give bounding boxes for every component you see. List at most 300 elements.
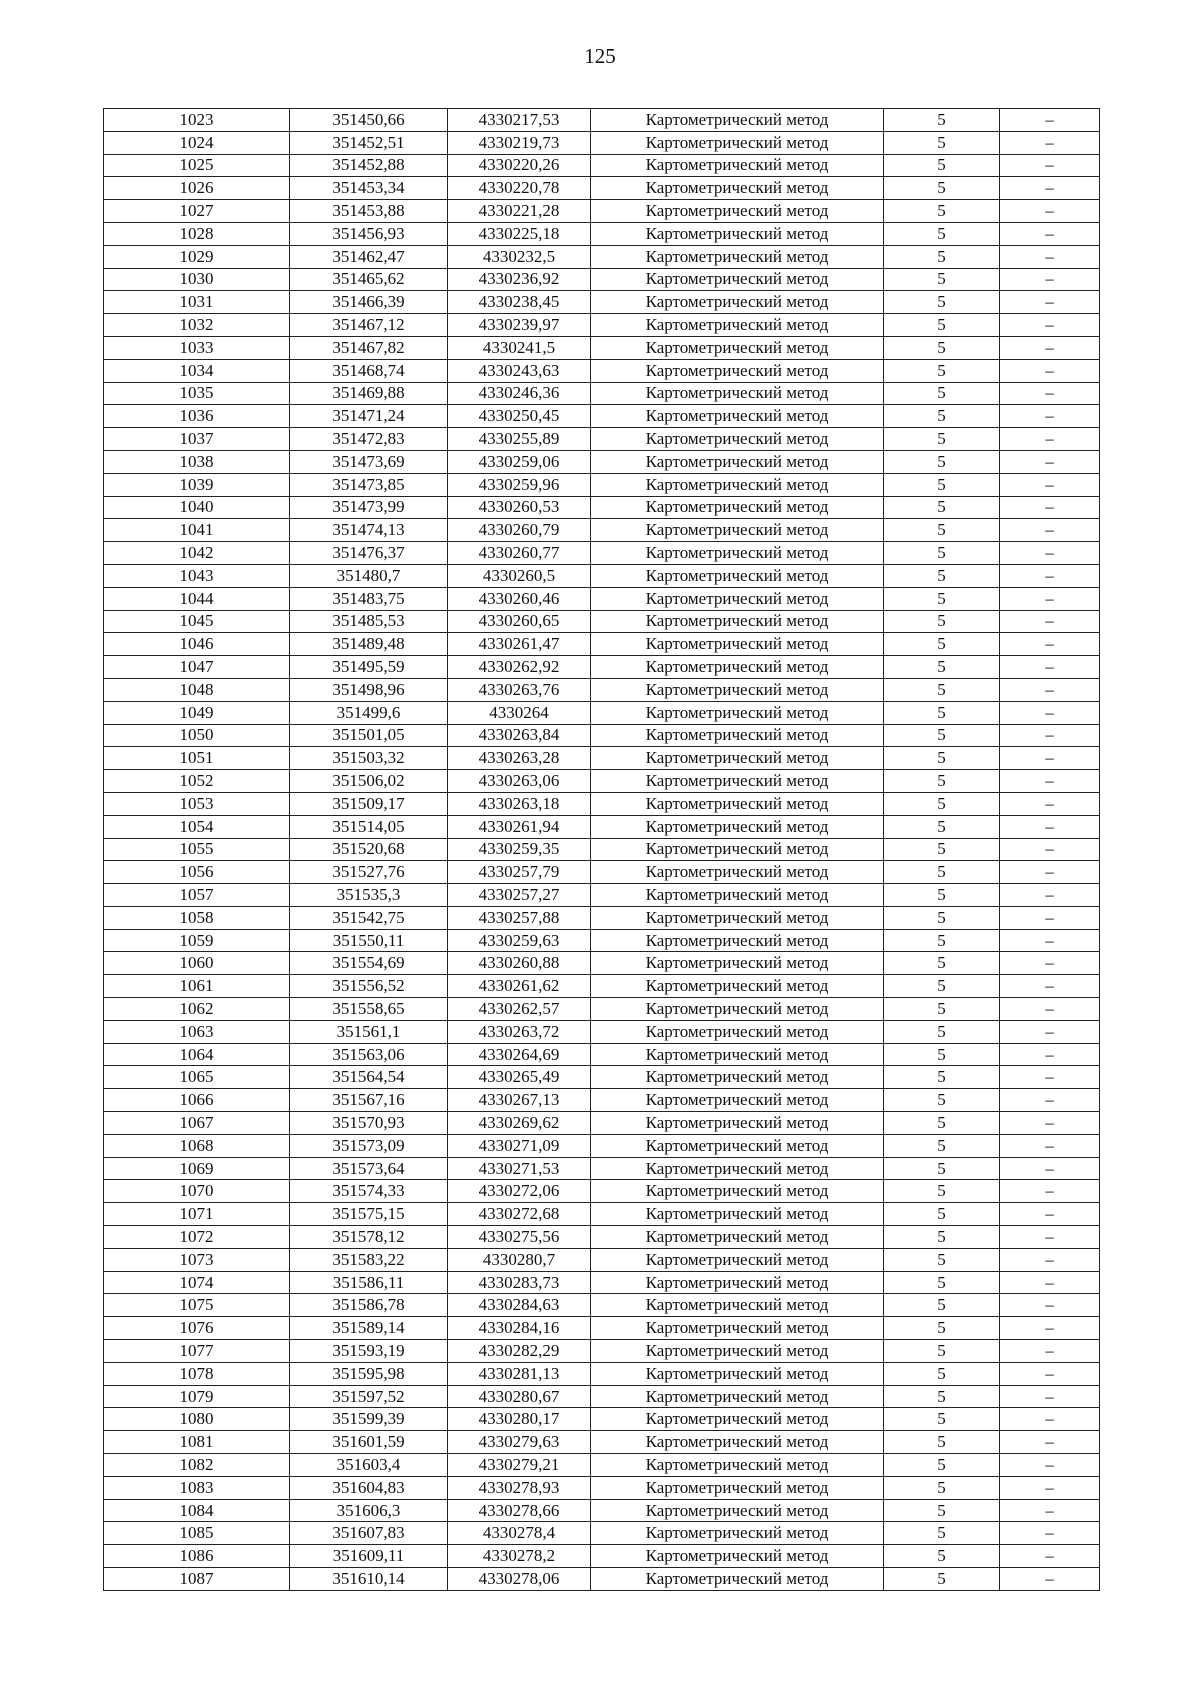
accuracy-cell: 5 [884,1408,1000,1431]
accuracy-cell: 5 [884,1385,1000,1408]
accuracy-cell: 5 [884,1294,1000,1317]
point-number-cell: 1028 [104,222,290,245]
description-cell: – [1000,656,1100,679]
accuracy-cell: 5 [884,200,1000,223]
point-number-cell: 1050 [104,724,290,747]
x-coordinate-cell: 351453,34 [290,177,448,200]
description-cell: – [1000,1112,1100,1135]
table-row [104,1522,1100,1545]
table-row [104,1317,1100,1340]
y-coordinate-cell: 4330278,93 [448,1476,591,1499]
y-coordinate-cell: 4330261,94 [448,815,591,838]
y-coordinate-cell: 4330260,46 [448,587,591,610]
point-number-cell: 1042 [104,542,290,565]
description-cell: – [1000,314,1100,337]
x-coordinate-cell: 351499,6 [290,701,448,724]
accuracy-cell: 5 [884,336,1000,359]
description-cell: – [1000,291,1100,314]
description-cell: – [1000,906,1100,929]
method-cell: Картометрический метод [591,336,884,359]
description-cell: – [1000,1454,1100,1477]
y-coordinate-cell: 4330262,92 [448,656,591,679]
accuracy-cell: 5 [884,542,1000,565]
x-coordinate-cell: 351471,24 [290,405,448,428]
description-cell: – [1000,610,1100,633]
accuracy-cell: 5 [884,291,1000,314]
method-cell: Картометрический метод [591,1568,884,1591]
point-number-cell: 1032 [104,314,290,337]
method-cell: Картометрический метод [591,405,884,428]
x-coordinate-cell: 351476,37 [290,542,448,565]
table-row [104,519,1100,542]
point-number-cell: 1047 [104,656,290,679]
description-cell: – [1000,428,1100,451]
description-cell: – [1000,336,1100,359]
x-coordinate-cell: 351599,39 [290,1408,448,1431]
table-row [104,1134,1100,1157]
x-coordinate-cell: 351509,17 [290,792,448,815]
table-row [104,1089,1100,1112]
point-number-cell: 1060 [104,952,290,975]
table-row [104,1020,1100,1043]
y-coordinate-cell: 4330263,76 [448,678,591,701]
table-row [104,906,1100,929]
y-coordinate-cell: 4330281,13 [448,1362,591,1385]
description-cell: – [1000,1340,1100,1363]
method-cell: Картометрический метод [591,792,884,815]
table-row [104,656,1100,679]
point-number-cell: 1066 [104,1089,290,1112]
description-cell: – [1000,1499,1100,1522]
accuracy-cell: 5 [884,792,1000,815]
method-cell: Картометрический метод [591,1203,884,1226]
method-cell: Картометрический метод [591,1476,884,1499]
table-row [104,428,1100,451]
description-cell: – [1000,1157,1100,1180]
table-row [104,1385,1100,1408]
y-coordinate-cell: 4330269,62 [448,1112,591,1135]
x-coordinate-cell: 351573,64 [290,1157,448,1180]
method-cell: Картометрический метод [591,929,884,952]
method-cell: Картометрический метод [591,1454,884,1477]
description-cell: – [1000,633,1100,656]
y-coordinate-cell: 4330278,66 [448,1499,591,1522]
accuracy-cell: 5 [884,747,1000,770]
description-cell: – [1000,245,1100,268]
x-coordinate-cell: 351603,4 [290,1454,448,1477]
point-number-cell: 1075 [104,1294,290,1317]
x-coordinate-cell: 351506,02 [290,770,448,793]
method-cell: Картометрический метод [591,770,884,793]
point-number-cell: 1072 [104,1226,290,1249]
point-number-cell: 1030 [104,268,290,291]
point-number-cell: 1062 [104,998,290,1021]
x-coordinate-cell: 351567,16 [290,1089,448,1112]
y-coordinate-cell: 4330263,84 [448,724,591,747]
y-coordinate-cell: 4330232,5 [448,245,591,268]
point-number-cell: 1080 [104,1408,290,1431]
description-cell: – [1000,838,1100,861]
y-coordinate-cell: 4330262,57 [448,998,591,1021]
accuracy-cell: 5 [884,496,1000,519]
table-row [104,405,1100,428]
method-cell: Картометрический метод [591,747,884,770]
x-coordinate-cell: 351503,32 [290,747,448,770]
y-coordinate-cell: 4330284,63 [448,1294,591,1317]
y-coordinate-cell: 4330278,4 [448,1522,591,1545]
y-coordinate-cell: 4330260,65 [448,610,591,633]
table-row [104,884,1100,907]
y-coordinate-cell: 4330243,63 [448,359,591,382]
y-coordinate-cell: 4330236,92 [448,268,591,291]
accuracy-cell: 5 [884,1157,1000,1180]
description-cell: – [1000,405,1100,428]
accuracy-cell: 5 [884,1271,1000,1294]
point-number-cell: 1046 [104,633,290,656]
table-row [104,952,1100,975]
x-coordinate-cell: 351564,54 [290,1066,448,1089]
accuracy-cell: 5 [884,109,1000,132]
point-number-cell: 1052 [104,770,290,793]
y-coordinate-cell: 4330275,56 [448,1226,591,1249]
x-coordinate-cell: 351609,11 [290,1545,448,1568]
accuracy-cell: 5 [884,222,1000,245]
method-cell: Картометрический метод [591,1294,884,1317]
y-coordinate-cell: 4330283,73 [448,1271,591,1294]
point-number-cell: 1083 [104,1476,290,1499]
description-cell: – [1000,1545,1100,1568]
y-coordinate-cell: 4330255,89 [448,428,591,451]
method-cell: Картометрический метод [591,1043,884,1066]
x-coordinate-cell: 351472,83 [290,428,448,451]
x-coordinate-cell: 351483,75 [290,587,448,610]
description-cell: – [1000,222,1100,245]
x-coordinate-cell: 351473,99 [290,496,448,519]
y-coordinate-cell: 4330260,88 [448,952,591,975]
method-cell: Картометрический метод [591,1066,884,1089]
y-coordinate-cell: 4330271,53 [448,1157,591,1180]
table-row [104,1476,1100,1499]
y-coordinate-cell: 4330282,29 [448,1340,591,1363]
table-row [104,610,1100,633]
x-coordinate-cell: 351558,65 [290,998,448,1021]
point-number-cell: 1082 [104,1454,290,1477]
description-cell: – [1000,1180,1100,1203]
table-row [104,382,1100,405]
table-row [104,1454,1100,1477]
y-coordinate-cell: 4330260,79 [448,519,591,542]
accuracy-cell: 5 [884,952,1000,975]
accuracy-cell: 5 [884,1522,1000,1545]
point-number-cell: 1076 [104,1317,290,1340]
table-row [104,724,1100,747]
x-coordinate-cell: 351570,93 [290,1112,448,1135]
method-cell: Картометрический метод [591,382,884,405]
method-cell: Картометрический метод [591,998,884,1021]
y-coordinate-cell: 4330263,06 [448,770,591,793]
point-number-cell: 1025 [104,154,290,177]
y-coordinate-cell: 4330264,69 [448,1043,591,1066]
table-row [104,1545,1100,1568]
y-coordinate-cell: 4330260,53 [448,496,591,519]
accuracy-cell: 5 [884,519,1000,542]
description-cell: – [1000,587,1100,610]
x-coordinate-cell: 351462,47 [290,245,448,268]
x-coordinate-cell: 351489,48 [290,633,448,656]
point-number-cell: 1029 [104,245,290,268]
point-number-cell: 1049 [104,701,290,724]
table-row [104,336,1100,359]
point-number-cell: 1061 [104,975,290,998]
description-cell: – [1000,1248,1100,1271]
method-cell: Картометрический метод [591,222,884,245]
description-cell: – [1000,1134,1100,1157]
method-cell: Картометрический метод [591,177,884,200]
table-row [104,1226,1100,1249]
table-row [104,109,1100,132]
table-row [104,1499,1100,1522]
description-cell: – [1000,747,1100,770]
point-number-cell: 1051 [104,747,290,770]
description-cell: – [1000,359,1100,382]
table-row [104,222,1100,245]
x-coordinate-cell: 351473,69 [290,450,448,473]
table-row [104,747,1100,770]
description-cell: – [1000,1226,1100,1249]
accuracy-cell: 5 [884,1134,1000,1157]
x-coordinate-cell: 351520,68 [290,838,448,861]
y-coordinate-cell: 4330265,49 [448,1066,591,1089]
point-number-cell: 1037 [104,428,290,451]
accuracy-cell: 5 [884,861,1000,884]
description-cell: – [1000,792,1100,815]
accuracy-cell: 5 [884,884,1000,907]
point-number-cell: 1031 [104,291,290,314]
page-number: 125 [584,44,616,68]
table-row [104,542,1100,565]
table-row [104,154,1100,177]
y-coordinate-cell: 4330241,5 [448,336,591,359]
table-row [104,564,1100,587]
accuracy-cell: 5 [884,1203,1000,1226]
accuracy-cell: 5 [884,815,1000,838]
accuracy-cell: 5 [884,1476,1000,1499]
method-cell: Картометрический метод [591,245,884,268]
method-cell: Картометрический метод [591,1522,884,1545]
point-number-cell: 1033 [104,336,290,359]
y-coordinate-cell: 4330280,17 [448,1408,591,1431]
accuracy-cell: 5 [884,1340,1000,1363]
accuracy-cell: 5 [884,1362,1000,1385]
point-number-cell: 1024 [104,131,290,154]
y-coordinate-cell: 4330263,72 [448,1020,591,1043]
point-number-cell: 1078 [104,1362,290,1385]
x-coordinate-cell: 351563,06 [290,1043,448,1066]
point-number-cell: 1069 [104,1157,290,1180]
table-body [104,109,1100,1591]
description-cell: – [1000,109,1100,132]
accuracy-cell: 5 [884,1066,1000,1089]
x-coordinate-cell: 351474,13 [290,519,448,542]
method-cell: Картометрический метод [591,359,884,382]
accuracy-cell: 5 [884,610,1000,633]
description-cell: – [1000,200,1100,223]
y-coordinate-cell: 4330280,7 [448,1248,591,1271]
method-cell: Картометрический метод [591,109,884,132]
table-row [104,1294,1100,1317]
point-number-cell: 1081 [104,1431,290,1454]
table-row [104,131,1100,154]
y-coordinate-cell: 4330259,96 [448,473,591,496]
accuracy-cell: 5 [884,587,1000,610]
method-cell: Картометрический метод [591,610,884,633]
y-coordinate-cell: 4330272,06 [448,1180,591,1203]
method-cell: Картометрический метод [591,428,884,451]
method-cell: Картометрический метод [591,952,884,975]
point-number-cell: 1043 [104,564,290,587]
description-cell: – [1000,724,1100,747]
y-coordinate-cell: 4330257,88 [448,906,591,929]
point-number-cell: 1084 [104,1499,290,1522]
x-coordinate-cell: 351606,3 [290,1499,448,1522]
table-row [104,1248,1100,1271]
method-cell: Картометрический метод [591,906,884,929]
accuracy-cell: 5 [884,1089,1000,1112]
x-coordinate-cell: 351480,7 [290,564,448,587]
table-row [104,1568,1100,1591]
table-row [104,792,1100,815]
point-number-cell: 1023 [104,109,290,132]
point-number-cell: 1079 [104,1385,290,1408]
point-number-cell: 1077 [104,1340,290,1363]
table-row [104,815,1100,838]
x-coordinate-cell: 351573,09 [290,1134,448,1157]
accuracy-cell: 5 [884,906,1000,929]
table-row [104,291,1100,314]
method-cell: Картометрический метод [591,291,884,314]
y-coordinate-cell: 4330260,77 [448,542,591,565]
point-number-cell: 1054 [104,815,290,838]
x-coordinate-cell: 351610,14 [290,1568,448,1591]
table-row [104,998,1100,1021]
accuracy-cell: 5 [884,245,1000,268]
description-cell: – [1000,564,1100,587]
table-row [104,861,1100,884]
accuracy-cell: 5 [884,656,1000,679]
point-number-cell: 1036 [104,405,290,428]
point-number-cell: 1039 [104,473,290,496]
method-cell: Картометрический метод [591,1340,884,1363]
description-cell: – [1000,1271,1100,1294]
y-coordinate-cell: 4330257,79 [448,861,591,884]
point-number-cell: 1058 [104,906,290,929]
description-cell: – [1000,177,1100,200]
method-cell: Картометрический метод [591,1020,884,1043]
x-coordinate-cell: 351586,78 [290,1294,448,1317]
method-cell: Картометрический метод [591,1431,884,1454]
accuracy-cell: 5 [884,473,1000,496]
accuracy-cell: 5 [884,268,1000,291]
method-cell: Картометрический метод [591,884,884,907]
method-cell: Картометрический метод [591,1499,884,1522]
method-cell: Картометрический метод [591,724,884,747]
table-row [104,587,1100,610]
method-cell: Картометрический метод [591,542,884,565]
y-coordinate-cell: 4330261,62 [448,975,591,998]
x-coordinate-cell: 351456,93 [290,222,448,245]
y-coordinate-cell: 4330219,73 [448,131,591,154]
description-cell: – [1000,975,1100,998]
method-cell: Картометрический метод [591,587,884,610]
y-coordinate-cell: 4330278,06 [448,1568,591,1591]
accuracy-cell: 5 [884,633,1000,656]
x-coordinate-cell: 351561,1 [290,1020,448,1043]
x-coordinate-cell: 351495,59 [290,656,448,679]
description-cell: – [1000,131,1100,154]
table-row [104,678,1100,701]
x-coordinate-cell: 351554,69 [290,952,448,975]
point-number-cell: 1059 [104,929,290,952]
description-cell: – [1000,542,1100,565]
accuracy-cell: 5 [884,1248,1000,1271]
point-number-cell: 1065 [104,1066,290,1089]
y-coordinate-cell: 4330280,67 [448,1385,591,1408]
x-coordinate-cell: 351452,51 [290,131,448,154]
table-row [104,1112,1100,1135]
accuracy-cell: 5 [884,314,1000,337]
method-cell: Картометрический метод [591,1157,884,1180]
description-cell: – [1000,1408,1100,1431]
method-cell: Картометрический метод [591,1226,884,1249]
x-coordinate-cell: 351501,05 [290,724,448,747]
point-number-cell: 1071 [104,1203,290,1226]
table-row [104,1431,1100,1454]
table-row [104,633,1100,656]
point-number-cell: 1053 [104,792,290,815]
table-row [104,1043,1100,1066]
description-cell: – [1000,1203,1100,1226]
table-row [104,245,1100,268]
table-row [104,1203,1100,1226]
description-cell: – [1000,450,1100,473]
description-cell: – [1000,678,1100,701]
table-row [104,496,1100,519]
description-cell: – [1000,1522,1100,1545]
point-number-cell: 1048 [104,678,290,701]
point-number-cell: 1074 [104,1271,290,1294]
table-row [104,1408,1100,1431]
description-cell: – [1000,473,1100,496]
method-cell: Картометрический метод [591,1271,884,1294]
method-cell: Картометрический метод [591,1180,884,1203]
table-row [104,1362,1100,1385]
method-cell: Картометрический метод [591,975,884,998]
y-coordinate-cell: 4330284,16 [448,1317,591,1340]
method-cell: Картометрический метод [591,633,884,656]
point-number-cell: 1070 [104,1180,290,1203]
method-cell: Картометрический метод [591,1134,884,1157]
accuracy-cell: 5 [884,564,1000,587]
table-row [104,314,1100,337]
table-row [104,1340,1100,1363]
y-coordinate-cell: 4330239,97 [448,314,591,337]
table-row [104,359,1100,382]
x-coordinate-cell: 351473,85 [290,473,448,496]
method-cell: Картометрический метод [591,1385,884,1408]
description-cell: – [1000,770,1100,793]
accuracy-cell: 5 [884,1568,1000,1591]
y-coordinate-cell: 4330221,28 [448,200,591,223]
